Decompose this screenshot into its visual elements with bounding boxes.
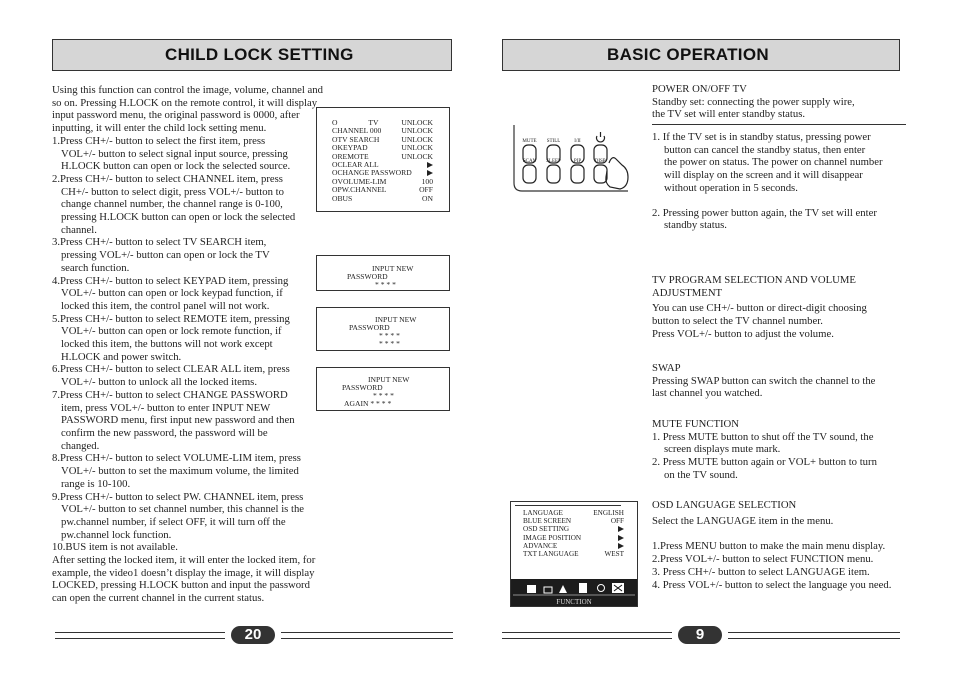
child-lock-text	[52, 84, 324, 605]
power-step1-line5: without operation in 5 seconds.	[664, 181, 798, 194]
footer-rule-left-d	[281, 638, 453, 639]
step-9-line-2: VOL+/- button to set channel number, this channel is the	[61, 503, 305, 516]
osd-menu-item-value: ENGLISH	[593, 509, 624, 517]
pw3-stars: * * * *	[373, 391, 394, 400]
lock-menu-item-value: UNLOCK	[401, 151, 433, 161]
lock-menu-item-source: TV	[368, 118, 379, 127]
still-button-label: STILL	[546, 139, 561, 144]
arrow-right-icon	[618, 526, 624, 532]
swap-section	[652, 362, 912, 400]
osd-section	[652, 499, 912, 591]
lock-menu-item-label: OCHANGE PASSWORD	[332, 168, 412, 178]
step-8-lead: 8.Press CH+/- button to select VOLUME-LIM item, press	[52, 452, 301, 465]
osd-menu-row	[523, 525, 624, 533]
step-5-line-3: locked this item, the buttons will not work except	[61, 338, 273, 351]
lock-menu-item-label: OREMOTE	[332, 151, 369, 161]
step-9-line-4: pw.channel lock function.	[61, 528, 172, 541]
pip-button-label: PIP	[573, 159, 582, 164]
step-4-lead: 4.Press CH+/- button to select KEYPAD item, pressing	[52, 274, 289, 287]
step-8-line-3: range is 10-100.	[61, 477, 131, 490]
footer-rule-right-c	[728, 632, 900, 633]
arrow-right-icon	[427, 170, 433, 176]
step-7-line-2: item, press VOL+/- button to enter INPUT NEW	[61, 401, 271, 414]
power-step2-line1: 2. Pressing power button again, the TV set will enter	[652, 206, 877, 219]
step-4-line-2: VOL+/- button can open or lock keypad function, if	[61, 287, 283, 300]
osd-step-2: 2.Press VOL+/- button to select FUNCTION menu.	[652, 553, 874, 566]
footer-rule-left-a	[55, 632, 225, 633]
osd-step-3: 3. Press CH+/- button to select LANGUAGE item.	[652, 565, 870, 578]
footer-rule-left-c	[281, 632, 453, 633]
osd-menu-item-value: OFF	[610, 517, 624, 526]
osd-sub: Select the LANGUAGE item in the menu.	[652, 514, 834, 527]
page-number-left: 20	[231, 626, 275, 644]
power-step1-line2: button can cancel the standby status, then enter	[664, 143, 866, 156]
osd-menu-item-label: TXT LANGUAGE	[523, 550, 579, 559]
step-1-line-2: VOL+/- button to select signal input source, pressing	[61, 147, 288, 160]
lock-menu-item-value: UNLOCK	[401, 126, 433, 136]
step-6-line-2: VOL+/- button to unlock all the locked items.	[61, 376, 257, 389]
power-step1-line3: the power on status. The power on channel number	[664, 156, 883, 169]
mute-heading: MUTE FUNCTION	[652, 418, 739, 430]
pw1-label: PASSWORD	[347, 272, 388, 281]
footer-rule-left-b	[55, 638, 225, 639]
standby-line-2: the TV set will enter standby status.	[652, 108, 806, 121]
standby-line-1: Standby set: connecting the power supply wire,	[652, 95, 855, 108]
program-body-2: button to select the TV channel number.	[652, 315, 823, 328]
osd-menu-item-label: OSD SETTING	[523, 525, 570, 534]
program-section	[652, 274, 912, 341]
mute-section	[652, 418, 912, 482]
dual-sound-button-label: I/II	[574, 139, 581, 144]
pw2-stars-1: * * * *	[379, 331, 400, 340]
password-box-2	[316, 307, 450, 351]
step-3-line-2: pressing VOL+/- button can open or lock the TV	[61, 249, 270, 262]
step-8-line-2: VOL+/- button to set the maximum volume, the limited	[61, 465, 299, 478]
power-step1-line1: 1. If the TV set is in standby status, pressing power	[652, 131, 871, 143]
child-lock-menu	[316, 107, 450, 212]
lock-menu-item-label: CHANNEL 000	[332, 126, 382, 136]
lock-menu-item-value: ON	[422, 193, 433, 203]
osd-menu-screen	[510, 501, 638, 607]
steps-list	[52, 135, 324, 554]
step-3-lead: 3.Press CH+/- button to select TV SEARCH item,	[52, 236, 267, 249]
osd-menu-row	[523, 517, 624, 525]
step-2-line-3: change channel number, the channel range is 0-100,	[61, 198, 283, 211]
lock-menu-row	[332, 195, 433, 203]
power-steps	[652, 131, 912, 232]
lock-menu-item-value: OFF	[419, 185, 433, 195]
osd-menu-item-label: ADVANCE	[523, 541, 558, 550]
step-2-line-5: channel.	[61, 223, 97, 236]
step-10-lead: 10.BUS item is not available.	[52, 541, 178, 554]
power-step2-line2: standby status.	[664, 219, 727, 232]
pw3-title: INPUT NEW	[368, 375, 410, 384]
footer-rule-right-d	[728, 638, 900, 639]
lock-menu-item-label: OVOLUME-LIM	[332, 176, 387, 186]
step-9-line-3: pw.channel number, if select OFF, it will turn off the	[61, 515, 286, 528]
password-box-1	[316, 255, 450, 291]
sleep-button-label: SLEEP	[546, 159, 561, 164]
mute-button-label: MUTE	[522, 139, 537, 144]
osd-menu-item-label: IMAGE POSITION	[523, 533, 582, 542]
lock-menu-item-value: UNLOCK	[401, 118, 433, 127]
basic-operation-header	[502, 39, 900, 71]
swap-body-1: Pressing SWAP button can switch the channel to the	[652, 374, 876, 387]
step-1-lead: 1.Press CH+/- button to select the first item, press	[52, 134, 266, 147]
lock-menu-item-label: OPW.CHANNEL	[332, 185, 387, 195]
mute-item2-line2: on the TV sound.	[664, 468, 738, 481]
step-3-line-3: search function.	[61, 261, 130, 274]
child-lock-header	[52, 39, 452, 71]
step-7-line-3: PASSWORD menu, first input new password and then	[61, 414, 295, 427]
osd-step-4: 4. Press VOL+/- button to select the language you need.	[652, 578, 892, 591]
swap-body-2: last channel you watched.	[652, 387, 763, 400]
program-body-3: Press VOL+/- button to adjust the volume.	[652, 327, 834, 340]
mute-item2-line1: 2. Press MUTE button again or VOL+ button to turn	[652, 456, 877, 469]
pw2-stars-2: * * * *	[379, 339, 400, 348]
osd-function-label: FUNCTION	[511, 597, 637, 607]
lock-menu-item-value: UNLOCK	[401, 143, 433, 153]
power-heading: POWER ON/OFF TV	[652, 83, 747, 95]
osd-step-1: 1.Press MENU button to make the main menu display.	[652, 540, 886, 553]
arrow-right-icon	[618, 535, 624, 541]
step-2-line-4: pressing H.LOCK button can open or lock the selected	[61, 211, 296, 224]
osd-menu-item-value: WEST	[604, 550, 624, 559]
program-heading-1: TV PROGRAM SELECTION AND VOLUME	[652, 274, 856, 286]
step-9-lead: 9.Press CH+/- button to select PW. CHANNEL item, press	[52, 490, 304, 503]
footer-rule-right-a	[502, 632, 672, 633]
pw2-title: INPUT NEW	[375, 315, 417, 324]
step-1-line-3: H.LOCK button can open or lock the selected source.	[61, 160, 291, 173]
lock-menu-item-label: OBUS	[332, 193, 353, 203]
pw3-label: PASSWORD	[342, 383, 383, 392]
osd-menu-row	[523, 542, 624, 550]
power-step1-line4: will display on the screen and it will disappear	[664, 169, 863, 182]
program-heading-2: ADJUSTMENT	[652, 286, 723, 299]
intro-paragraph: Using this function can control the image, volume, channel and so on. Pressing H.LOCK on the remote control, it will display input password menu, the original password is 0000, after inputting, it will enter the child lock setting menu.	[52, 84, 323, 135]
step-7-line-5: changed.	[61, 439, 100, 452]
disp-button-label: DISP.	[594, 159, 607, 164]
osd-menu-row	[523, 509, 624, 517]
arrow-right-icon	[618, 543, 624, 549]
pw2-label: PASSWORD	[349, 323, 390, 332]
step-5-line-4: H.LOCK and power switch.	[61, 350, 182, 363]
remote-svg	[510, 125, 642, 197]
lock-menu-item-value: 100	[421, 176, 433, 186]
swap-heading: SWAP	[652, 362, 681, 374]
program-body-1: You can use CH+/- button or direct-digit choosing	[652, 302, 867, 315]
arrow-right-icon	[427, 162, 433, 168]
password-box-3	[316, 367, 450, 411]
osd-menu-row	[523, 550, 624, 558]
step-7-lead: 7.Press CH+/- button to select CHANGE PASSWORD	[52, 388, 288, 401]
osd-menu-list	[523, 509, 624, 558]
mute-item1-line2: screen displays mute mark.	[664, 443, 781, 456]
outro-paragraph: After setting the locked item, it will enter the locked item, for example, the video1 doesn’t display the image, it will display LOCKED, pressing H.LOCK button and input the password can open the current channel in the current status.	[52, 554, 316, 605]
step-5-lead: 5.Press CH+/- button to select REMOTE item, pressing	[52, 312, 290, 325]
lock-menu-item-value: UNLOCK	[401, 134, 433, 144]
osd-menu-row	[523, 534, 624, 542]
osd-heading: OSD LANGUAGE SELECTION	[652, 499, 797, 511]
page-title-right: BASIC OPERATION	[607, 45, 769, 64]
step-5-line-2: VOL+/- button can open or lock remote function, if	[61, 325, 282, 338]
power-section	[652, 83, 912, 121]
page-title: CHILD LOCK SETTING	[165, 45, 354, 64]
lock-menu-item-label: OTV SEARCH	[332, 134, 380, 144]
mute-item1-line1: 1. Press MUTE button to shut off the TV sound, the	[652, 430, 874, 443]
step-4-line-3: locked this item, the control panel will not work.	[61, 299, 270, 312]
lock-menu-item-label: O	[332, 118, 338, 127]
pw1-stars: * * * *	[375, 280, 396, 289]
pw1-title: INPUT NEW	[372, 264, 414, 273]
pw3-again: AGAIN * * * *	[344, 399, 392, 408]
osd-menu-item-label: BLUE SCREEN	[523, 517, 572, 526]
lock-menu-item-label: OCLEAR ALL	[332, 160, 379, 170]
osd-top-rule	[515, 505, 621, 506]
lock-menu-item-label: OKEYPAD	[332, 143, 368, 153]
power-rule	[652, 124, 906, 125]
footer-rule-right-b	[502, 638, 672, 639]
remote-illustration	[510, 125, 642, 197]
scan-button-label: SCAN	[522, 159, 537, 164]
step-6-lead: 6.Press CH+/- button to select CLEAR ALL item, press	[52, 363, 290, 376]
page-number-right: 9	[678, 626, 722, 644]
step-2-lead: 2.Press CH+/- button to select CHANNEL item, press	[52, 172, 283, 185]
osd-menu-item-label: LANGUAGE	[523, 509, 563, 517]
step-7-line-4: confirm the new password, the password will be	[61, 426, 268, 439]
step-2-line-2: CH+/- button to select digit, press VOL+/- button to	[61, 185, 284, 198]
